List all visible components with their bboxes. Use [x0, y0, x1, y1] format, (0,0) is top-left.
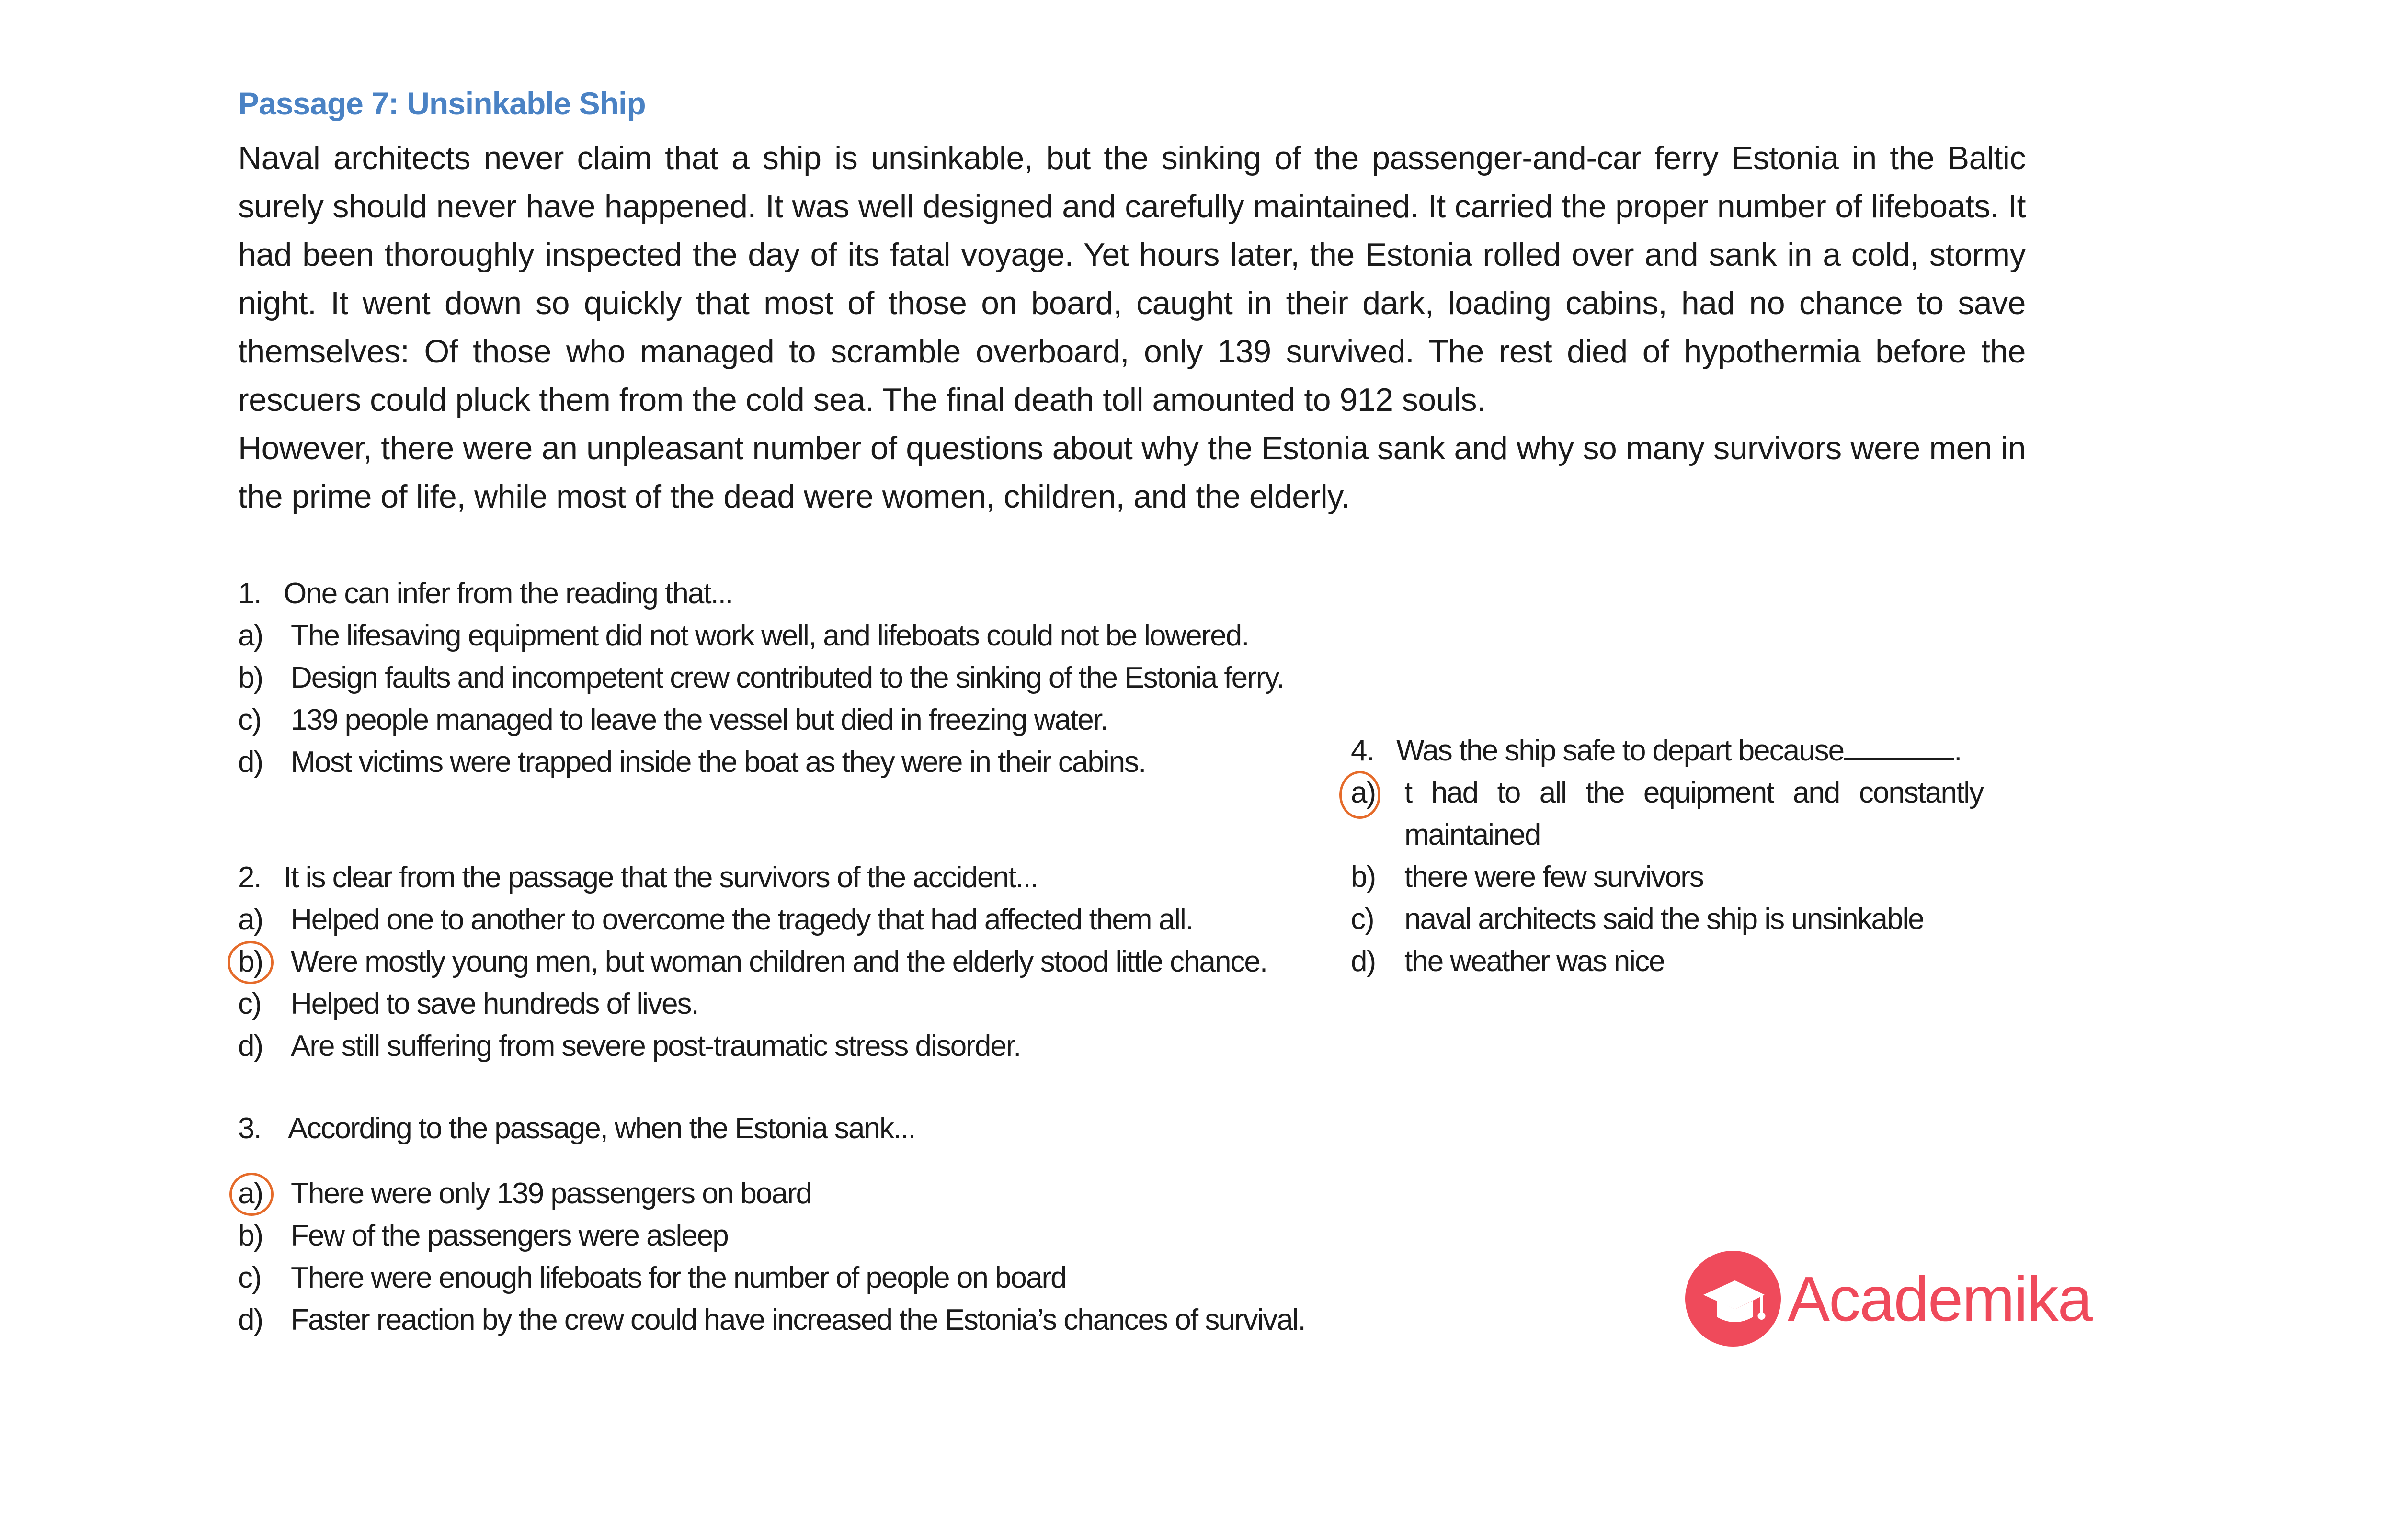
option-letter: d) — [1351, 945, 1376, 978]
question-number: 2. — [238, 861, 261, 894]
option-letter: c) — [238, 703, 261, 736]
passage-paragraph-2: However, there were an unpleasant number of questions about why the Estonia sank and why so many survivors were men in the prime of life, while most of the dead were women, children, and the elderly. — [238, 430, 2026, 515]
question-text: It is clear from the passage that the survivors of the accident... — [284, 861, 1038, 894]
option-text: Few of the passengers were asleep — [291, 1219, 728, 1252]
option-text: the weather was nice — [1404, 945, 1665, 978]
question-number: 4. — [1351, 734, 1374, 767]
option-letter: b) — [238, 661, 263, 694]
academika-logo — [1685, 1251, 2092, 1347]
option-letter: a) — [238, 619, 263, 652]
graduation-cap-icon — [1685, 1251, 1781, 1347]
option-text: There were enough lifeboats for the number of people on board — [291, 1261, 1066, 1294]
option-text: 139 people managed to leave the vessel but died in freezing water. — [291, 703, 1108, 736]
passage-paragraph-1: Naval architects never claim that a ship is unsinkable, but the sinking of the passenger-and-car ferry Estonia in the Baltic surely should never have happened. It was well designed and carefully maintained. It carried the proper number of lifeboats. It had been thoroughly inspected the day of its fatal voyage. Yet hours later, the Estonia rolled over and sank in a cold, stormy night. It went down so quickly that most of those on board, caught in their dark, loading cabins, had no chance to save themselves: Of those who managed to scramble overboard, only 139 survived. The rest died of hypothermia before the rescuers could pluck them from the cold sea. The final death toll amounted to 912 souls. — [238, 140, 2026, 418]
option-letter: a) — [1351, 776, 1376, 809]
question-text-start: Was the ship safe to depart because — [1396, 734, 1844, 767]
option-text: Helped one to another to overcome the tragedy that had affected them all. — [291, 903, 1193, 936]
question-number: 1. — [238, 577, 261, 610]
option-text: naval architects said the ship is unsinkable — [1404, 903, 1924, 936]
question-text: One can infer from the reading that... — [284, 577, 733, 610]
option-text: there were few survivors — [1404, 861, 1703, 894]
question-4 — [1351, 730, 1983, 983]
option-c — [1351, 898, 1983, 940]
option-text: The lifesaving equipment did not work well, and lifeboats could not be lowered. — [291, 619, 1249, 652]
option-text: There were only 139 passengers on board — [291, 1177, 811, 1210]
option-letter: a) — [238, 903, 263, 936]
question-text: According to the passage, when the Estonia sank... — [288, 1112, 915, 1145]
option-letter: d) — [238, 1030, 263, 1063]
option-text: Faster reaction by the crew could have increased the Estonia’s chances of survival. — [291, 1303, 1305, 1336]
logo-wordmark: Academika — [1788, 1263, 2092, 1334]
option-letter: b) — [1351, 861, 1376, 894]
option-text: Were mostly young men, but woman children and the elderly stood little chance. — [291, 945, 1267, 978]
option-d — [1351, 940, 1983, 983]
option-text: Helped to save hundreds of lives. — [291, 987, 698, 1020]
option-a — [1351, 772, 1983, 856]
option-letter: b) — [238, 1219, 263, 1252]
question-text-end: . — [1954, 734, 1962, 767]
option-text: Most victims were trapped inside the boat as they were in their cabins. — [291, 746, 1146, 779]
passage-body — [238, 134, 2026, 521]
option-text: Are still suffering from severe post-traumatic stress disorder. — [291, 1030, 1021, 1063]
option-text: t had to all the equipment and constantly maintained — [1404, 776, 1983, 851]
question-number: 3. — [238, 1112, 261, 1145]
option-letter: a) — [238, 1177, 263, 1210]
option-letter: d) — [238, 746, 263, 779]
option-letter: d) — [238, 1303, 263, 1336]
option-b — [1351, 856, 1983, 898]
option-letter: c) — [238, 1261, 261, 1294]
option-text: Design faults and incompetent crew contributed to the sinking of the Estonia ferry. — [291, 661, 1284, 694]
option-letter: b) — [238, 945, 263, 978]
question-text — [1396, 730, 1961, 772]
option-letter: c) — [1351, 903, 1374, 936]
passage-title: Passage 7: Unsinkable Ship — [238, 86, 646, 121]
question-4-stem — [1351, 730, 1983, 772]
option-letter: c) — [238, 987, 261, 1020]
answer-blank — [1844, 734, 1954, 760]
